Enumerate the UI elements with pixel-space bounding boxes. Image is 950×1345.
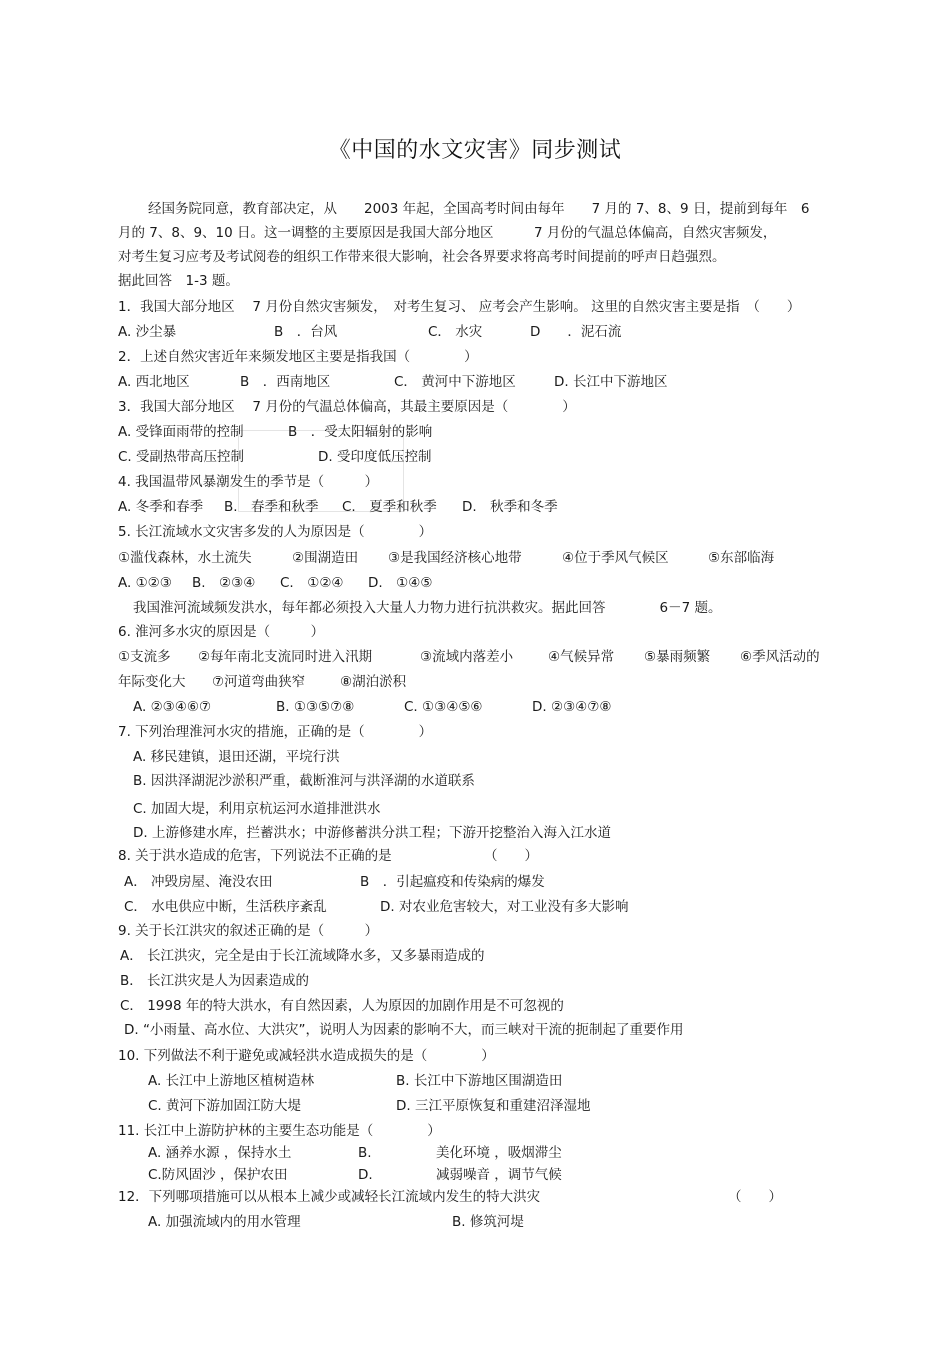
question-5-option-b: B. ②③④ [192, 575, 256, 591]
question-10-option-d: D. 三江平原恢复和重建沼泽湿地 [396, 1098, 591, 1114]
question-2-option-b: B ．西南地区 [240, 374, 331, 390]
page-title: 《中国的水文灾害》同步测试 [328, 138, 622, 163]
question-6-item: ①支流多 [118, 649, 171, 665]
question-5-option-c: C. ①②④ [280, 575, 344, 591]
question-3-option-c: C. 受副热带高压控制 [118, 449, 245, 465]
question-4-option-b: B. 春季和秋季 [224, 499, 319, 515]
question-6-item: 年际变化大 [118, 674, 186, 690]
question-11-option-d: D. [358, 1167, 373, 1183]
question-5-item: ④位于季风气候区 [562, 550, 669, 566]
question-5-item: ⑤东部临海 [708, 550, 775, 566]
question-6-item: ⑥季风活动的 [740, 649, 820, 665]
intro-line-3: 对考生复习应考及考试阅卷的组织工作带来很大影响，社会各界要求将高考时间提前的呼声日趋强烈。 [118, 249, 726, 265]
question-6-item: ⑤暴雨频繁 [644, 649, 711, 665]
question-6-item: ②每年南北支流同时进入汛期 [198, 649, 373, 665]
intro-2: 我国淮河流域频发洪水，每年都必须投入大量人力物力进行抗洪救灾。据此回答 6－7 题。 [133, 600, 722, 616]
question-6-item: ③流域内落差小 [420, 649, 514, 665]
question-11-option-b-text: 美化环境 ，吸烟滞尘 [436, 1145, 562, 1161]
question-11-stem: 11. 长江中上游防护林的主要生态功能是（ ） [118, 1123, 441, 1139]
question-10-option-c: C. 黄河下游加固江防大堤 [148, 1098, 302, 1114]
question-3-option-b: B ．受太阳辐射的影响 [288, 424, 433, 440]
question-1-option-d: D ．泥石流 [530, 324, 622, 340]
question-9-option-b: B． 长江洪灾是人为因素造成的 [120, 973, 310, 989]
question-8-option-d: D. 对农业危害较大，对工业没有多大影响 [380, 899, 629, 915]
question-9-option-c: C． 1998 年的特大洪水，有自然因素，人为原因的加剧作用是不可忽视的 [120, 998, 564, 1014]
question-6-option-a: A. ②③④⑥⑦ [133, 699, 212, 715]
question-1-option-c: C． 水灾 [428, 324, 483, 340]
question-9-stem: 9. 关于长江洪灾的叙述正确的是（ ） [118, 923, 379, 939]
question-11-option-c: C.防风固沙 ，保护农田 [148, 1167, 288, 1183]
question-8-option-b: B ．引起瘟疫和传染病的爆发 [360, 874, 545, 890]
question-9-option-d: D. “小雨量、高水位、大洪灾”，说明人为因素的影响不大，而三峡对干流的扼制起了重要作用 [124, 1022, 684, 1038]
question-11-option-d-text: 减弱噪音 ，调节气候 [436, 1167, 562, 1183]
question-6-option-b: B. ①③⑤⑦⑧ [276, 699, 355, 715]
question-6-option-d: D. ②③④⑦⑧ [532, 699, 612, 715]
question-12-option-b: B. 修筑河堤 [452, 1214, 524, 1230]
question-6-option-c: C. ①③④⑤⑥ [404, 699, 483, 715]
question-10-stem: 10. 下列做法不利于避免或减轻洪水造成损失的是（ ） [118, 1048, 495, 1064]
question-7-stem: 7. 下列治理淮河水灾的措施，正确的是（ ） [118, 724, 433, 740]
question-6-stem: 6. 淮河多水灾的原因是（ ） [118, 624, 325, 640]
question-5-item: ③是我国经济核心地带 [388, 550, 522, 566]
question-5-stem: 5. 长江流域水文灾害多发的人为原因是（ ） [118, 524, 433, 540]
question-4-option-d: D. 秋季和冬季 [462, 499, 558, 515]
question-1-option-b: B ．台风 [274, 324, 338, 340]
question-6-item: ⑦河道弯曲狭窄 [212, 674, 306, 690]
intro-line-4: 据此回答 1-3 题。 [118, 273, 239, 289]
intro-line-2: 月的 7、8、9、10 日。这一调整的主要原因是我国大部分地区 7 月份的气温总体偏高，自然灾害频发， [118, 225, 777, 241]
question-8-answer-paren: （ ） [484, 848, 538, 864]
question-12-answer-paren: （ ） [728, 1189, 782, 1205]
question-2-option-c: C． 黄河中下游地区 [394, 374, 516, 390]
question-4-option-a: A. 冬季和春季 [118, 499, 204, 515]
question-10-option-a: A. 长江中上游地区植树造林 [148, 1073, 315, 1089]
question-11-option-b: B. [358, 1145, 372, 1161]
question-6-item: ⑧湖泊淤积 [340, 674, 407, 690]
question-2-option-d: D. 长江中下游地区 [554, 374, 668, 390]
question-9-option-a: A． 长江洪灾，完全是由于长江流域降水多，又多暴雨造成的 [120, 948, 485, 964]
question-10-option-b: B. 长江中下游地区围湖造田 [396, 1073, 563, 1089]
question-7-option-d: D. 上游修建水库，拦蓄洪水；中游修蓄洪分洪工程；下游开挖整治入海入江水道 [133, 825, 611, 841]
question-8-stem: 8. 关于洪水造成的危害，下列说法不正确的是 [118, 848, 392, 864]
question-5-item: ①滥伐森林，水土流失 [118, 550, 252, 566]
question-8-option-a: A． 冲毁房屋、淹没农田 [124, 874, 273, 890]
question-3-option-a: A. 受锋面雨带的控制 [118, 424, 244, 440]
question-5-option-a: A. ①②③ [118, 575, 172, 591]
question-12-stem: 12．下列哪项措施可以从根本上减少或减轻长江流域内发生的特大洪灾 [118, 1189, 541, 1205]
question-6-item: ④气候异常 [548, 649, 615, 665]
question-12-option-a: A. 加强流域内的用水管理 [148, 1214, 301, 1230]
question-1-stem: 1．我国大部分地区 7 月份自然灾害频发， 对考生复习、 应考会产生影响。 这里的自然灾害主要是指 （ ） [118, 299, 801, 315]
question-7-option-c: C. 加固大堤，利用京杭运河水道排泄洪水 [133, 801, 381, 817]
question-11-option-a: A. 涵养水源 ，保持水土 [148, 1145, 292, 1161]
question-7-option-b: B. 因洪泽湖泥沙淤积严重，截断淮河与洪泽湖的水道联系 [133, 773, 475, 789]
question-1-option-a: A. 沙尘暴 [118, 324, 177, 340]
question-5-option-d: D. ①④⑤ [368, 575, 433, 591]
question-4-stem: 4. 我国温带风暴潮发生的季节是（ ） [118, 474, 379, 490]
question-2-stem: 2．上述自然灾害近年来频发地区主要是指我国（ ） [118, 349, 478, 365]
question-5-item: ②围湖造田 [292, 550, 359, 566]
question-3-option-d: D. 受印度低压控制 [318, 449, 432, 465]
question-4-option-c: C. 夏季和秋季 [342, 499, 437, 515]
question-3-stem: 3．我国大部分地区 7 月份的气温总体偏高，其最主要原因是（ ） [118, 399, 576, 415]
question-8-option-c: C． 水电供应中断，生活秩序紊乱 [124, 899, 327, 915]
question-7-option-a: A. 移民建镇，退田还湖，平垸行洪 [133, 749, 340, 765]
question-2-option-a: A. 西北地区 [118, 374, 190, 390]
intro-line-1: 经国务院同意，教育部决定，从 2003 年起，全国高考时间由每年 7 月的 7、8、9 日，提前到每年 6 [148, 201, 810, 217]
